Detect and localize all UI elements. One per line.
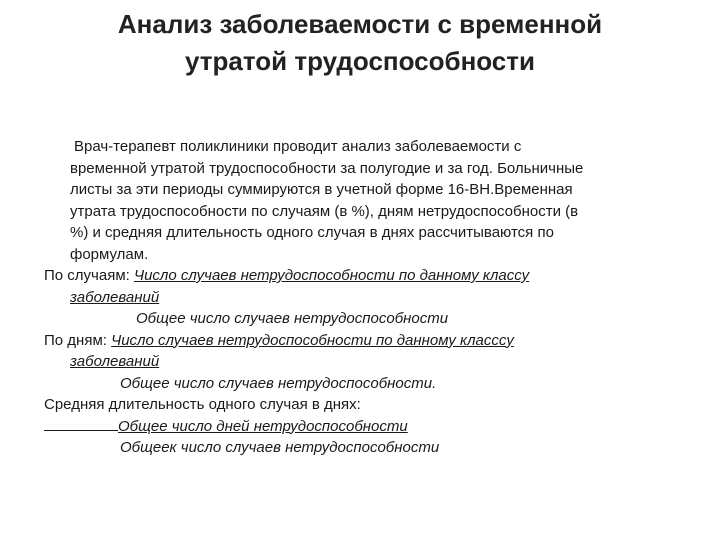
slide-body <box>44 136 684 459</box>
formula-by-cases <box>44 265 684 330</box>
by-days-numerator: Число случаев нетрудоспособности по данному классcу <box>111 331 514 349</box>
intro-line: %) и средняя длительность одного случая в днях рассчитываются по <box>70 224 554 241</box>
avg-duration-label: Средняя длительность одного случая в днях: <box>44 396 361 413</box>
title-line-2: утратой трудоспособности <box>185 46 535 76</box>
fraction-rule <box>44 416 118 431</box>
intro-paragraph <box>44 136 684 265</box>
by-days-denominator: Общее число случаев нетрудоспособности. <box>120 374 437 392</box>
intro-line: утрата трудоспособности по случаям (в %), дням нетрудоспособности (в <box>70 202 579 220</box>
title-line-1: Анализ заболеваемости с временной <box>117 9 603 39</box>
by-cases-denominator: Общее число случаев нетрудоспособности <box>136 310 449 327</box>
by-cases-numerator: Число случаев нетрудоспособности по данному классу <box>133 267 530 284</box>
intro-line: формулам. <box>70 245 149 263</box>
slide-title <box>60 6 660 80</box>
by-days-label: По дням: <box>44 331 107 349</box>
formula-avg-duration <box>44 394 684 459</box>
avg-duration-numerator: Общее число дней нетрудоспособности <box>118 417 408 435</box>
intro-line: временной утратой трудоспособности за полугодие и за год. Больничные <box>70 159 584 177</box>
avg-duration-denominator: Общеек число случаев нетрудоспособности <box>120 439 440 456</box>
by-cases-label: По случаям: <box>44 267 130 284</box>
formula-by-days <box>44 330 684 395</box>
intro-line: Врач-терапевт поликлиники проводит анализ заболеваемости с <box>74 138 522 155</box>
intro-line: листы за эти периоды суммируются в учетной форме 16-ВН.Временная <box>70 181 573 198</box>
by-cases-numerator-cont: заболеваний <box>70 288 160 306</box>
by-days-numerator-cont: заболеваний <box>70 353 160 370</box>
